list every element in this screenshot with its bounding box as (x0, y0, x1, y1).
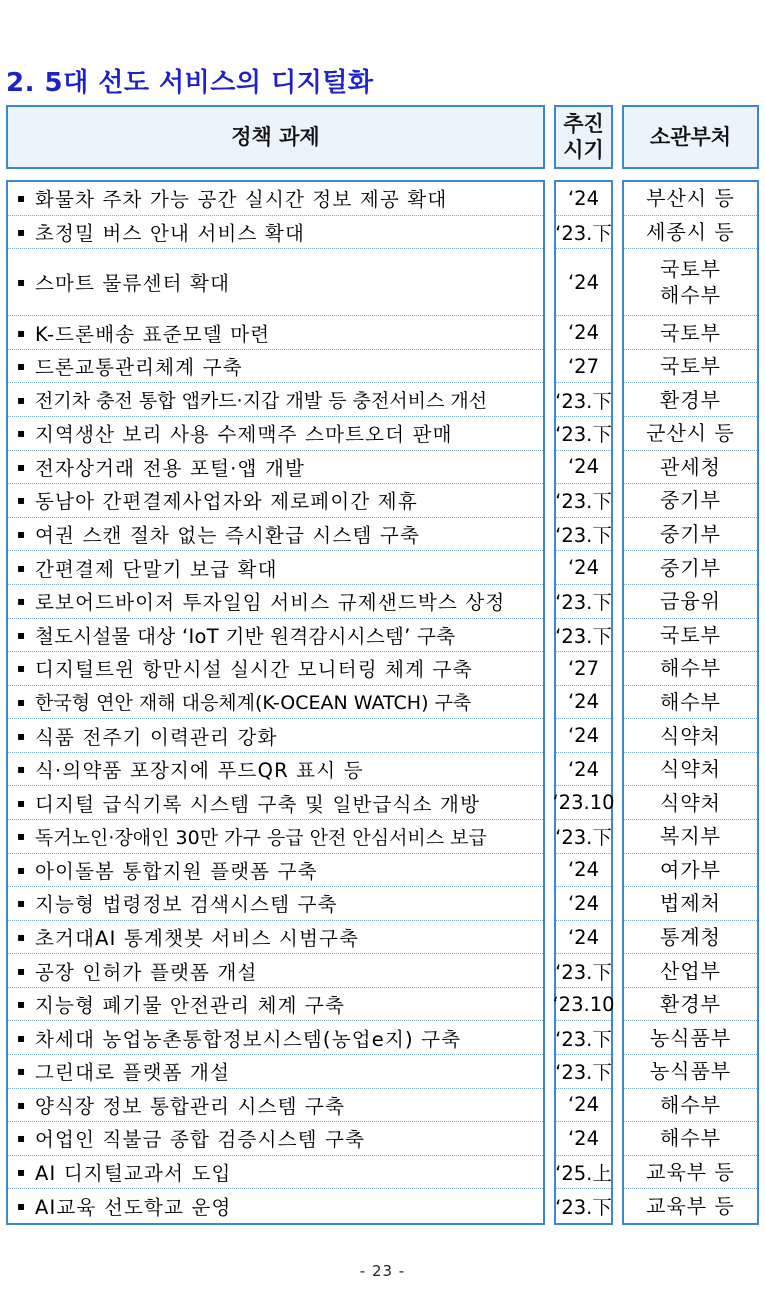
dept-text: 식약처 (660, 790, 721, 815)
dept-text: 중기부 (660, 555, 721, 580)
dept-text: 중기부 (660, 522, 721, 547)
dept-cell (624, 484, 757, 518)
timing-cell (556, 619, 611, 653)
timing-text: ‘24 (567, 455, 599, 479)
timing-cell (556, 753, 611, 787)
bullet-icon: ▪ (17, 392, 26, 407)
task-row (8, 1156, 543, 1190)
header-dept: 소관부처 (622, 105, 759, 169)
task-row (8, 451, 543, 485)
dept-cell (624, 719, 757, 753)
dept-cell (624, 988, 757, 1022)
task-text: 동남아 간편결제사업자와 제로페이간 제휴 (35, 490, 418, 514)
task-row (8, 1089, 543, 1123)
bullet-icon: ▪ (17, 459, 26, 474)
timing-cell (556, 1122, 611, 1156)
dept-cell (624, 921, 757, 955)
timing-cell (552, 786, 615, 820)
task-text: 화물차 주차 가능 공간 실시간 정보 제공 확대 (35, 188, 448, 212)
task-text: 드론교통관리체계 구축 (35, 356, 243, 380)
timing-text: ‘24 (567, 757, 599, 781)
dept-text: 산업부 (660, 958, 721, 983)
dept-cell (624, 1189, 757, 1223)
task-row (8, 182, 543, 216)
timing-cell (556, 383, 611, 417)
bullet-icon: ▪ (17, 191, 26, 206)
timing-cell (556, 216, 611, 250)
timing-text: ‘24 (567, 858, 599, 882)
dept-cell (624, 316, 757, 350)
dept-cell (624, 1021, 757, 1055)
bullet-icon: ▪ (17, 997, 26, 1012)
dept-text: 부산시 등 (646, 186, 735, 211)
timing-cell (556, 820, 611, 854)
timing-text: ‘23.下 (555, 826, 612, 850)
timing-cell (556, 182, 611, 216)
dept-cell (624, 182, 757, 216)
bullet-icon: ▪ (17, 1030, 26, 1045)
bullet-icon: ▪ (17, 896, 26, 911)
dept-cell (624, 619, 757, 653)
timing-text: ‘27 (567, 354, 599, 378)
task-text: 그린대로 플랫폼 개설 (35, 1061, 231, 1085)
bullet-icon: ▪ (17, 862, 26, 877)
task-text: 철도시설물 대상 ‘IoT 기반 원격감시시스템’ 구축 (35, 624, 456, 648)
timing-cell (556, 316, 611, 350)
bullet-icon: ▪ (17, 1097, 26, 1112)
bullet-icon: ▪ (17, 661, 26, 676)
timing-text: ‘24 (567, 925, 599, 949)
header-task: 정책 과제 (6, 105, 545, 169)
section-title: 2. 5대 선도 서비스의 디지털화 (6, 68, 374, 98)
timing-cell (556, 1189, 611, 1223)
dept-cell (624, 854, 757, 888)
timing-cell (556, 1089, 611, 1123)
dept-text: 농식품부 (649, 1059, 732, 1084)
bullet-icon: ▪ (17, 1064, 26, 1079)
dept-text: 여가부 (660, 857, 721, 882)
timing-text: ‘24 (567, 891, 599, 915)
dept-text: 복지부 (660, 824, 721, 849)
timing-text: ‘24 (567, 270, 599, 294)
task-row (8, 1055, 543, 1089)
dept-text: 국토부 (660, 257, 721, 282)
task-text: AI 디지털교과서 도입 (35, 1162, 232, 1186)
dept-text: 세종시 등 (646, 219, 735, 244)
timing-cell (556, 954, 611, 988)
timing-cell (556, 1021, 611, 1055)
dept-text: 금융위 (660, 589, 721, 614)
dept-cell (624, 686, 757, 720)
dept-text: 국토부 (660, 354, 721, 379)
task-text: 독거노인·장애인 30만 가구 응급 안전 안심서비스 보급 (35, 826, 487, 849)
bullet-icon: ▪ (17, 560, 26, 575)
bullet-icon: ▪ (17, 426, 26, 441)
task-text: 로보어드바이저 투자일임 서비스 규제샌드박스 상정 (35, 591, 506, 615)
dept-text: 환경부 (660, 387, 721, 412)
timing-text: ‘23.下 (555, 960, 612, 984)
task-column (6, 180, 545, 1225)
dept-text: 해수부 (660, 1126, 721, 1151)
timing-cell (556, 451, 611, 485)
bullet-icon: ▪ (17, 829, 26, 844)
task-row (8, 316, 543, 350)
timing-text: ‘23.下 (555, 1061, 612, 1085)
timing-cell (556, 686, 611, 720)
bullet-icon: ▪ (17, 762, 26, 777)
timing-text: ‘23.下 (555, 524, 612, 548)
dept-cell (624, 786, 757, 820)
timing-text: ‘23.10 (552, 992, 615, 1016)
dept-text: 법제처 (660, 891, 721, 916)
task-row (8, 619, 543, 653)
task-row (8, 921, 543, 955)
dept-cell (624, 1089, 757, 1123)
timing-text: ‘23.下 (555, 624, 612, 648)
timing-text: ‘24 (567, 556, 599, 580)
task-text: 아이돌봄 통합지원 플랫폼 구축 (35, 859, 318, 883)
dept-cell (624, 216, 757, 250)
task-row (8, 249, 543, 316)
dept-cell (624, 1156, 757, 1190)
dept-text: 식약처 (660, 757, 721, 782)
timing-column (554, 180, 613, 1225)
timing-text: ‘25.上 (555, 1162, 612, 1186)
timing-text: ‘24 (567, 690, 599, 714)
task-text: 여권 스캔 절차 없는 즉시환급 시스템 구축 (35, 524, 421, 548)
task-row (8, 887, 543, 921)
task-text: 지능형 법령정보 검색시스템 구축 (35, 893, 338, 917)
task-text: 간편결제 단말기 보급 확대 (35, 557, 278, 581)
dept-text: 해수부 (660, 656, 721, 681)
task-row (8, 551, 543, 585)
task-text: 지역생산 보리 사용 수제맥주 스마트오더 판매 (35, 423, 453, 447)
task-row (8, 820, 543, 854)
task-row (8, 719, 543, 753)
task-row (8, 988, 543, 1022)
task-text: K-드론배송 표준모델 마련 (35, 322, 271, 346)
bullet-icon: ▪ (17, 493, 26, 508)
task-row (8, 350, 543, 384)
dept-text: 해수부 (660, 689, 721, 714)
dept-cell (624, 451, 757, 485)
timing-cell (556, 484, 611, 518)
header-timing-line1: 추진 (563, 112, 604, 136)
task-row (8, 1122, 543, 1156)
dept-text: 식약처 (660, 723, 721, 748)
dept-cell (624, 518, 757, 552)
dept-text: 중기부 (660, 488, 721, 513)
timing-text: ‘24 (567, 1093, 599, 1117)
task-row (8, 753, 543, 787)
task-text: 차세대 농업농촌통합정보시스템(농업e지) 구축 (35, 1027, 462, 1051)
task-row (8, 383, 543, 417)
task-row (8, 652, 543, 686)
bullet-icon: ▪ (17, 1165, 26, 1180)
timing-cell (552, 988, 615, 1022)
dept-text: 통계청 (660, 925, 721, 949)
timing-cell (556, 417, 611, 451)
bullet-icon: ▪ (17, 930, 26, 944)
dept-text: 국토부 (660, 622, 721, 647)
timing-text: ‘23.下 (555, 423, 612, 447)
bullet-icon: ▪ (17, 963, 26, 978)
task-text: 스마트 물류센터 확대 (35, 272, 231, 296)
timing-cell (556, 1055, 611, 1089)
timing-text: ‘27 (567, 656, 599, 680)
timing-text: ‘23.下 (555, 1027, 612, 1051)
task-text: 식·의약품 포장지에 푸드QR 표시 등 (35, 759, 364, 783)
dept-text: 교육부 등 (646, 1160, 735, 1185)
dept-cell (624, 249, 757, 316)
timing-text: ‘23.10 (552, 791, 615, 815)
task-row (8, 854, 543, 888)
dept-cell (624, 1055, 757, 1089)
page-number: - 23 - (359, 1262, 406, 1280)
task-row (8, 417, 543, 451)
task-text: 어업인 직불금 종합 검증시스템 구축 (35, 1128, 366, 1152)
task-text: 지능형 폐기물 안전관리 체계 구축 (35, 994, 346, 1018)
dept-cell (624, 417, 757, 451)
bullet-icon: ▪ (17, 1199, 26, 1214)
bullet-icon: ▪ (17, 1131, 26, 1146)
timing-cell (556, 1156, 611, 1190)
timing-text: ‘24 (567, 186, 599, 210)
timing-text: ‘24 (567, 724, 599, 748)
timing-cell (556, 350, 611, 384)
timing-cell (556, 652, 611, 686)
bullet-icon: ▪ (17, 325, 26, 340)
timing-cell (556, 585, 611, 619)
task-text: 양식장 정보 통합관리 시스템 구축 (35, 1094, 346, 1118)
task-row (8, 1021, 543, 1055)
task-row (8, 585, 543, 619)
dept-cell (624, 652, 757, 686)
task-text: 공장 인허가 플랫폼 개설 (35, 960, 258, 984)
task-row (8, 484, 543, 518)
dept-cell (624, 585, 757, 619)
dept-text: 해수부 (660, 1092, 721, 1117)
bullet-icon: ▪ (17, 627, 26, 642)
dept-text: 국토부 (660, 320, 721, 345)
dept-text: 교육부 등 (646, 1194, 735, 1219)
timing-cell (556, 854, 611, 888)
timing-cell (556, 518, 611, 552)
timing-text: ‘24 (567, 321, 599, 345)
task-text: 전기차 충전 통합 앱카드·지갑 개발 등 충전서비스 개선 (35, 390, 488, 413)
timing-cell (556, 719, 611, 753)
dept-text: 군산시 등 (646, 421, 735, 446)
timing-cell (556, 887, 611, 921)
bullet-icon: ▪ (17, 359, 26, 374)
bullet-icon: ▪ (17, 224, 26, 239)
task-text: 식품 전주기 이력관리 강화 (35, 725, 278, 749)
task-text: 초정밀 버스 안내 서비스 확대 (35, 221, 306, 245)
bullet-icon: ▪ (17, 694, 26, 709)
task-text: 초거대AI 통계챗봇 서비스 시범구축 (35, 927, 360, 950)
dept-cell (624, 383, 757, 417)
timing-cell (556, 249, 611, 316)
header-timing-line2: 시기 (563, 138, 604, 162)
bullet-icon: ▪ (17, 795, 26, 810)
timing-text: ‘23.下 (555, 1196, 612, 1220)
dept-cell (624, 887, 757, 921)
timing-text: ‘23.下 (555, 591, 612, 615)
dept-cell (624, 753, 757, 787)
dept-text: 해수부 (660, 283, 721, 308)
timing-text: ‘24 (567, 1126, 599, 1150)
dept-cell (624, 350, 757, 384)
bullet-icon: ▪ (17, 728, 26, 743)
timing-cell (556, 551, 611, 585)
dept-cell (624, 551, 757, 585)
timing-text: ‘23.下 (555, 490, 612, 514)
dept-column (622, 180, 759, 1225)
timing-text: ‘23.下 (555, 389, 612, 413)
task-text: 한국형 연안 재해 대응체계(K-OCEAN WATCH) 구축 (35, 692, 472, 715)
dept-text: 농식품부 (649, 1025, 732, 1050)
task-row (8, 216, 543, 250)
task-row (8, 954, 543, 988)
timing-text: ‘23.下 (555, 221, 612, 245)
task-text: 디지털트윈 항만시설 실시간 모니터링 체계 구축 (35, 658, 473, 682)
bullet-icon: ▪ (17, 527, 26, 542)
task-row (8, 786, 543, 820)
task-text: AI교육 선도학교 운영 (35, 1196, 232, 1220)
bullet-icon: ▪ (17, 275, 26, 290)
task-row (8, 1189, 543, 1223)
dept-text: 관세청 (660, 454, 721, 479)
dept-cell (624, 954, 757, 988)
task-text: 전자상거래 전용 포털·앱 개발 (35, 456, 306, 480)
task-row (8, 518, 543, 552)
dept-cell (624, 1122, 757, 1156)
header-timing (554, 105, 613, 169)
task-row (8, 686, 543, 720)
task-text: 디지털 급식기록 시스템 구축 및 일반급식소 개방 (35, 792, 481, 816)
dept-cell (624, 820, 757, 854)
timing-cell (556, 921, 611, 955)
bullet-icon: ▪ (17, 594, 26, 609)
dept-text: 환경부 (660, 992, 721, 1017)
